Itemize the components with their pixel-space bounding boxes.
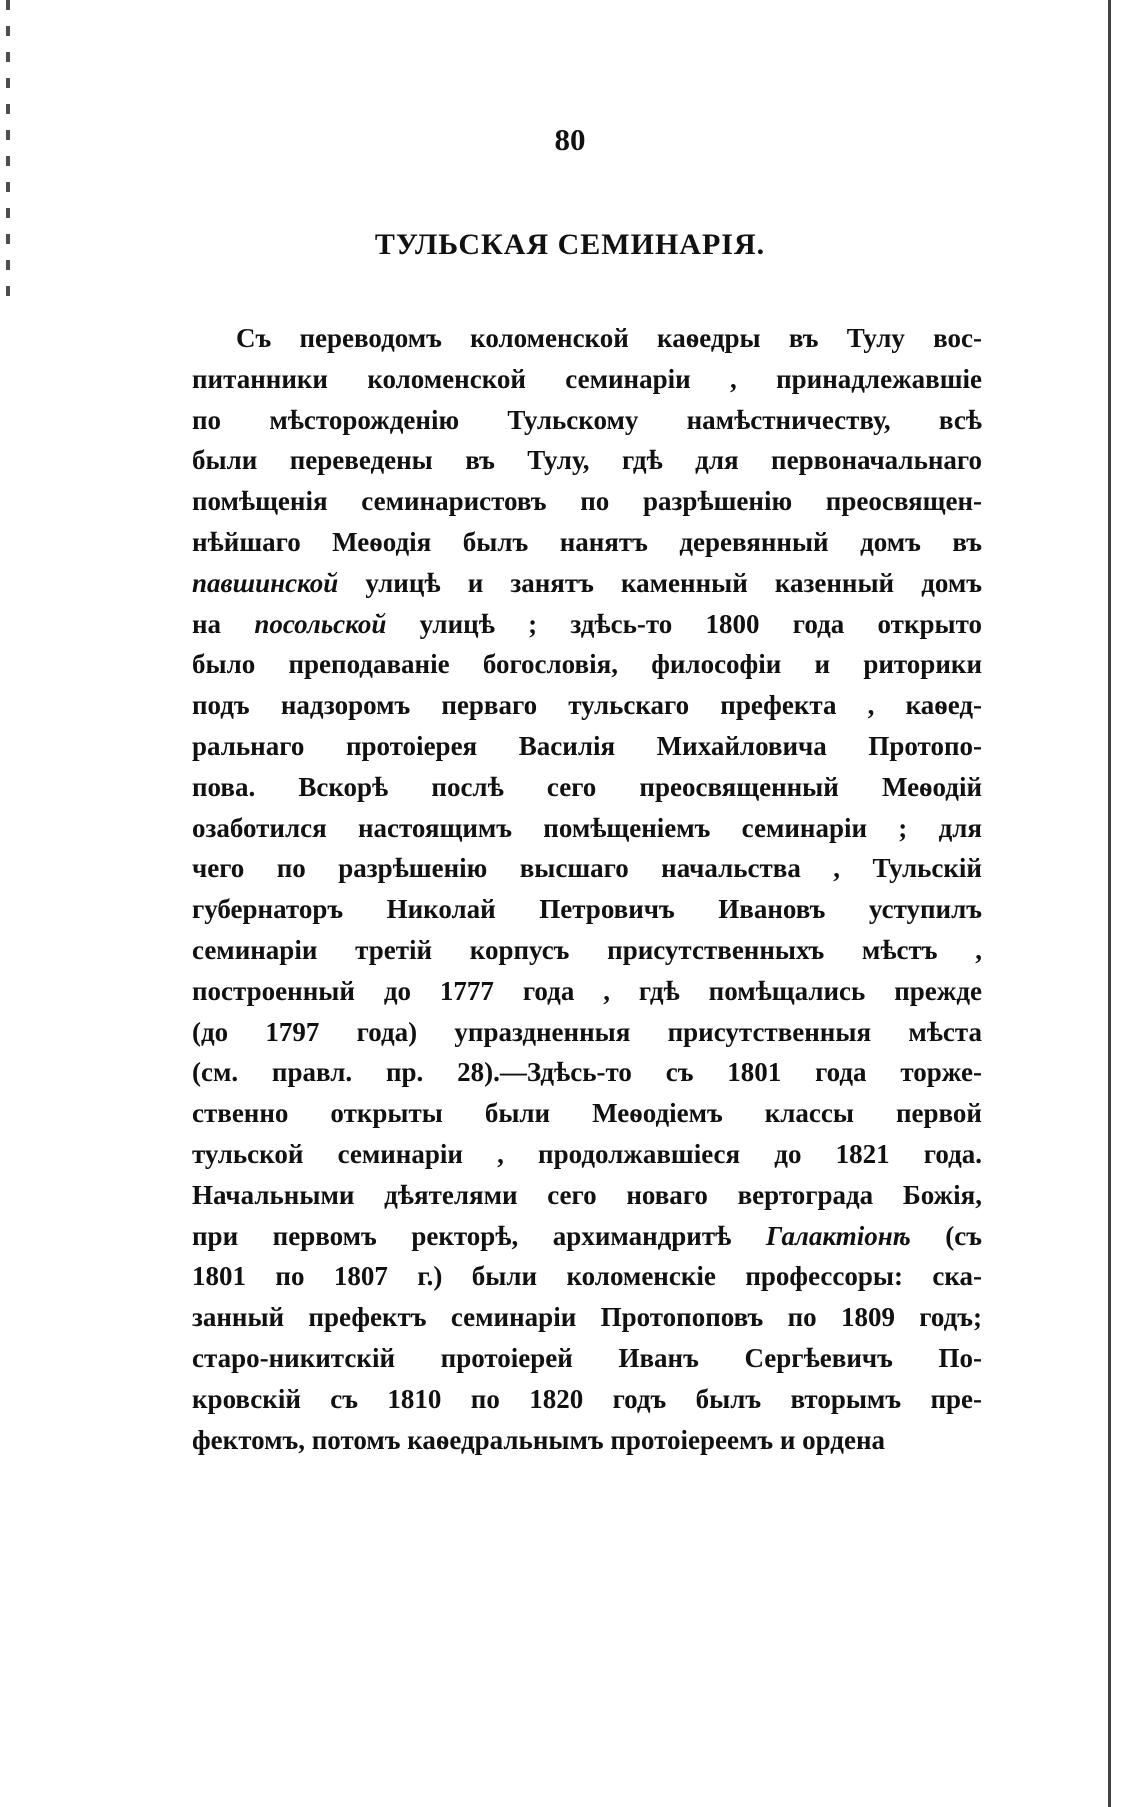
text-line: были переведены въ Тулу, гдѣ для первоначальнаго [192,445,982,476]
text-line: губернаторъ Николай Петровичъ Ивановъ уступилъ [192,894,982,925]
text-line: павшинской улицѣ и занятъ каменный казенный домъ [192,567,982,598]
text-line: занный префектъ семинаріи Протопоповъ по 1809 годъ; [192,1302,982,1333]
text-line: 1801 по 1807 г.) были коломенскіе профессоры: ска- [192,1261,982,1292]
text-line: подъ надзоромъ перваго тульскаго префекта , каѳед- [192,690,982,721]
text-line: озаботился настоящимъ помѣщеніемъ семинаріи ; для [192,812,982,843]
text-line: было преподаваніе богословія, философіи и риторики [192,649,982,680]
text-line: пова. Вскорѣ послѣ сего преосвященный Меѳодій [192,771,982,802]
scan-edge-right [1108,0,1111,1807]
text-line: старо-никитскій протоіерей Иванъ Сергѣевичъ По- [192,1342,982,1373]
text-line: помѣщенія семинаристовъ по разрѣшенію преосвящен- [192,486,982,517]
text-line: Начальными дѣятелями сего новаго вертограда Божія, [192,1179,982,1210]
text-line: кровскій съ 1810 по 1820 годъ былъ вторымъ пре- [192,1383,982,1414]
page-number: 80 [554,122,586,157]
text-line: построенный до 1777 года , гдѣ помѣщались прежде [192,975,982,1006]
text-line: (до 1797 года) упраздненныя присутственныя мѣста [192,1016,982,1047]
text-line: по мѣсторожденію Тульскому намѣстничеству, всѣ [192,404,982,435]
text-line: (см. правл. пр. 28).—Здѣсь-то съ 1801 года торже- [192,1057,982,1088]
text-line: на посольской улицѣ ; здѣсь-то 1800 года открыто [192,608,982,639]
text-line: фектомъ, потомъ каѳедральнымъ протоіереемъ и ордена [192,1424,885,1455]
text-line: ральнаго протоіерея Василія Михайловича Протопо- [192,730,982,761]
text-line: тульской семинаріи , продолжавшіеся до 1821 года. [192,1138,982,1169]
text-line: ственно открыты были Меѳодіемъ классы первой [192,1098,982,1129]
text-line: при первомъ ректорѣ, архимандритѣ Галактіонѣ (съ [192,1220,982,1251]
text-line: чего по разрѣшенію высшаго начальства , Тульскій [192,853,982,884]
chapter-title: ТУЛЬСКАЯ СЕМИНАРІЯ. [374,228,766,261]
text-line: питанники коломенской семинаріи , принадлежавшіе [192,363,982,394]
text-line: нѣйшаго Меѳодія былъ нанятъ деревянный домъ въ [192,526,982,557]
body-text [192,318,982,1460]
text-line: Съ переводомъ коломенской каѳедры въ Тулу вос- [236,323,982,353]
text-line: семинаріи третій корпусъ присутственныхъ мѣстъ , [192,934,982,965]
